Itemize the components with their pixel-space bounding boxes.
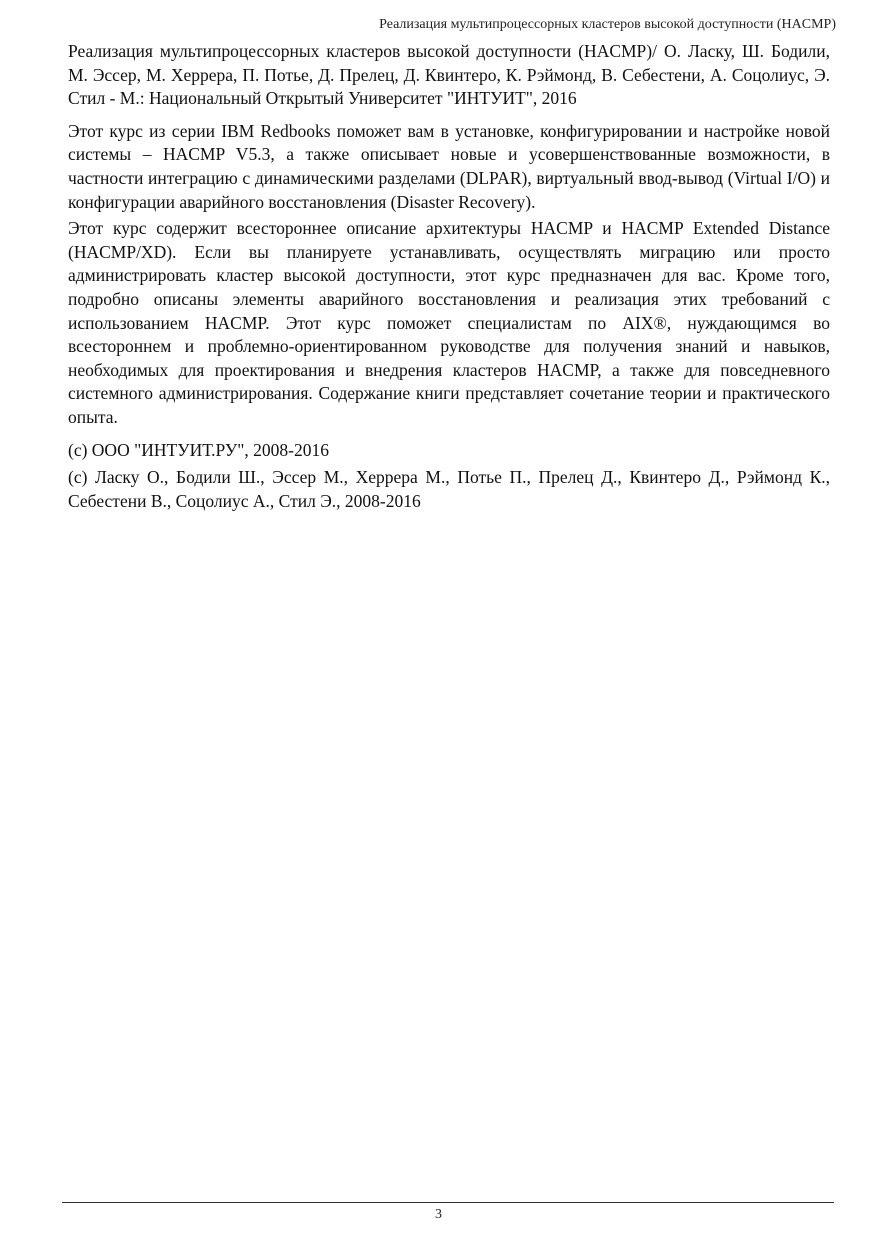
book-citation: Реализация мультипроцессорных кластеров высокой доступности (HACMP)/ О. Ласку, Ш. Бодили, М. Эссер, М. Херрера, П. Потье, Д. Прелец, Д. Квинтеро, К. Рэймонд, В. Себестени, А. Соцолиус, Э. Стил - М.: Национальный Открытый Университет "ИНТУИТ", 2016 xyxy=(68,41,830,109)
page-content xyxy=(68,40,830,513)
running-header: Реализация мультипроцессорных кластеров высокой доступности (HACMP) xyxy=(379,17,836,32)
copyright-authors: (c) Ласку О., Бодили Ш., Эссер М., Херрера М., Потье П., Прелец Д., Квинтеро Д., Рэймонд К., Себестени В., Соцолиус А., Стил Э., 2008-2016 xyxy=(68,467,830,511)
copyright-publisher: (c) ООО "ИНТУИТ.РУ", 2008-2016 xyxy=(68,439,329,460)
description-paragraph-2: Этот курс содержит всестороннее описание архитектуры HACMP и HACMP Extended Distance (HACMP/XD). Если вы планируете устанавливать, осуществлять миграцию или просто администрировать кластер высокой доступности, этот курс предназначен для вас. Кроме того, подробно описаны элементы аварийного восстановления и реализация этих требований с использованием HACMP. Этот курс поможет специалистам по AIX®, нуждающимся во всестороннем и проблемно-ориентированном руководстве для получения знаний и навыков, необходимых для проектирования и внедрения кластеров HACMP, а также для повседневного системного администрирования. Содержание книги представляет сочетание теории и практического опыта. xyxy=(68,218,830,427)
footer-divider xyxy=(62,1202,834,1203)
page-number: 3 xyxy=(435,1207,442,1222)
description-paragraph-1: Этот курс из серии IBM Redbooks поможет вам в установке, конфигурировании и настройке новой системы – HACMP V5.3, а также описывает новые и усовершенствованные возможности, в частности интеграцию с динамическими разделами (DLPAR), виртуальный ввод-вывод (Virtual I/O) и конфигурации аварийного восстановления (Disaster Recovery). xyxy=(68,120,830,212)
